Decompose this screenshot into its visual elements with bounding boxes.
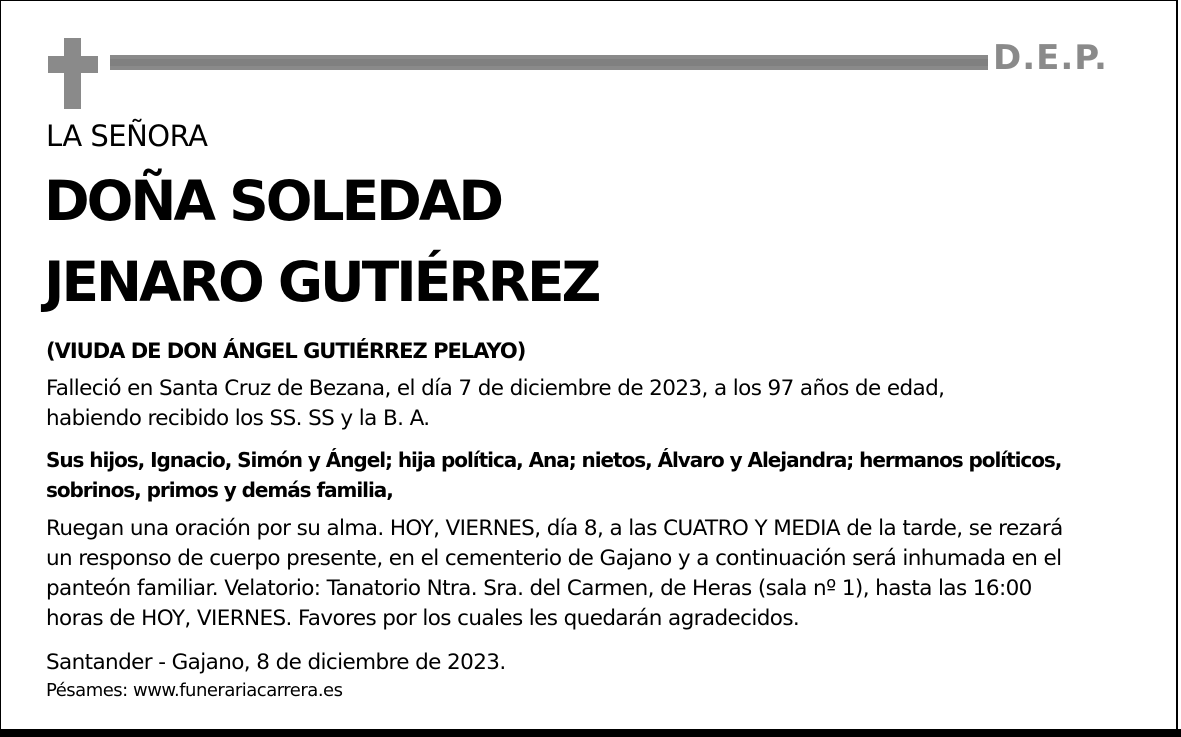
death-notice-paragraph [46,374,944,434]
widow-note: (VIUDA DE DON ÁNGEL GUTIÉRREZ PELAYO) [46,339,526,363]
family-line: sobrinos, primos y demás familia, [46,478,393,502]
intro-label: LA SEÑORA [46,119,208,153]
service-line: un responso de cuerpo presente, en el cementerio de Gajano y a continuación será inhumada en el [46,546,1062,571]
service-line: horas de HOY, VIERNES. Favores por los cuales les quedarán agradecidos. [46,606,800,631]
dep-label: D.E.P. [993,38,1108,78]
service-line: Ruegan una oración por su alma. HOY, VIERNES, día 8, a las CUATRO Y MEDIA de la tarde, se rezará [46,516,1063,541]
cross-icon-horizontal [48,56,98,73]
condolences-link[interactable]: Pésames: www.funerariacarrera.es [46,680,343,701]
deceased-name-line-1: DOÑA SOLEDAD [44,169,502,233]
death-notice-line: habiendo recibido los SS. SS y la B. A. [46,406,430,431]
cross-icon-vertical [64,38,81,109]
family-paragraph [46,445,1061,505]
place-date-line: Santander - Gajano, 8 de diciembre de 2023. [46,650,506,675]
bottom-rule [0,729,1181,737]
service-line: panteón familiar. Velatorio: Tanatorio Ntra. Sra. del Carmen, de Heras (sala nº 1), hasta las 16:00 [46,576,1032,601]
service-paragraph [46,514,1063,634]
place-date [46,648,506,678]
death-notice-line: Falleció en Santa Cruz de Bezana, el día 7 de diciembre de 2023, a los 97 años de edad, [46,376,945,401]
header-rule [110,55,988,70]
family-line: Sus hijos, Ignacio, Simón y Ángel; hija política, Ana; nietos, Álvaro y Alejandra; hermanos políticos, [46,448,1062,472]
deceased-name-line-2: JENARO GUTIÉRREZ [44,250,599,314]
